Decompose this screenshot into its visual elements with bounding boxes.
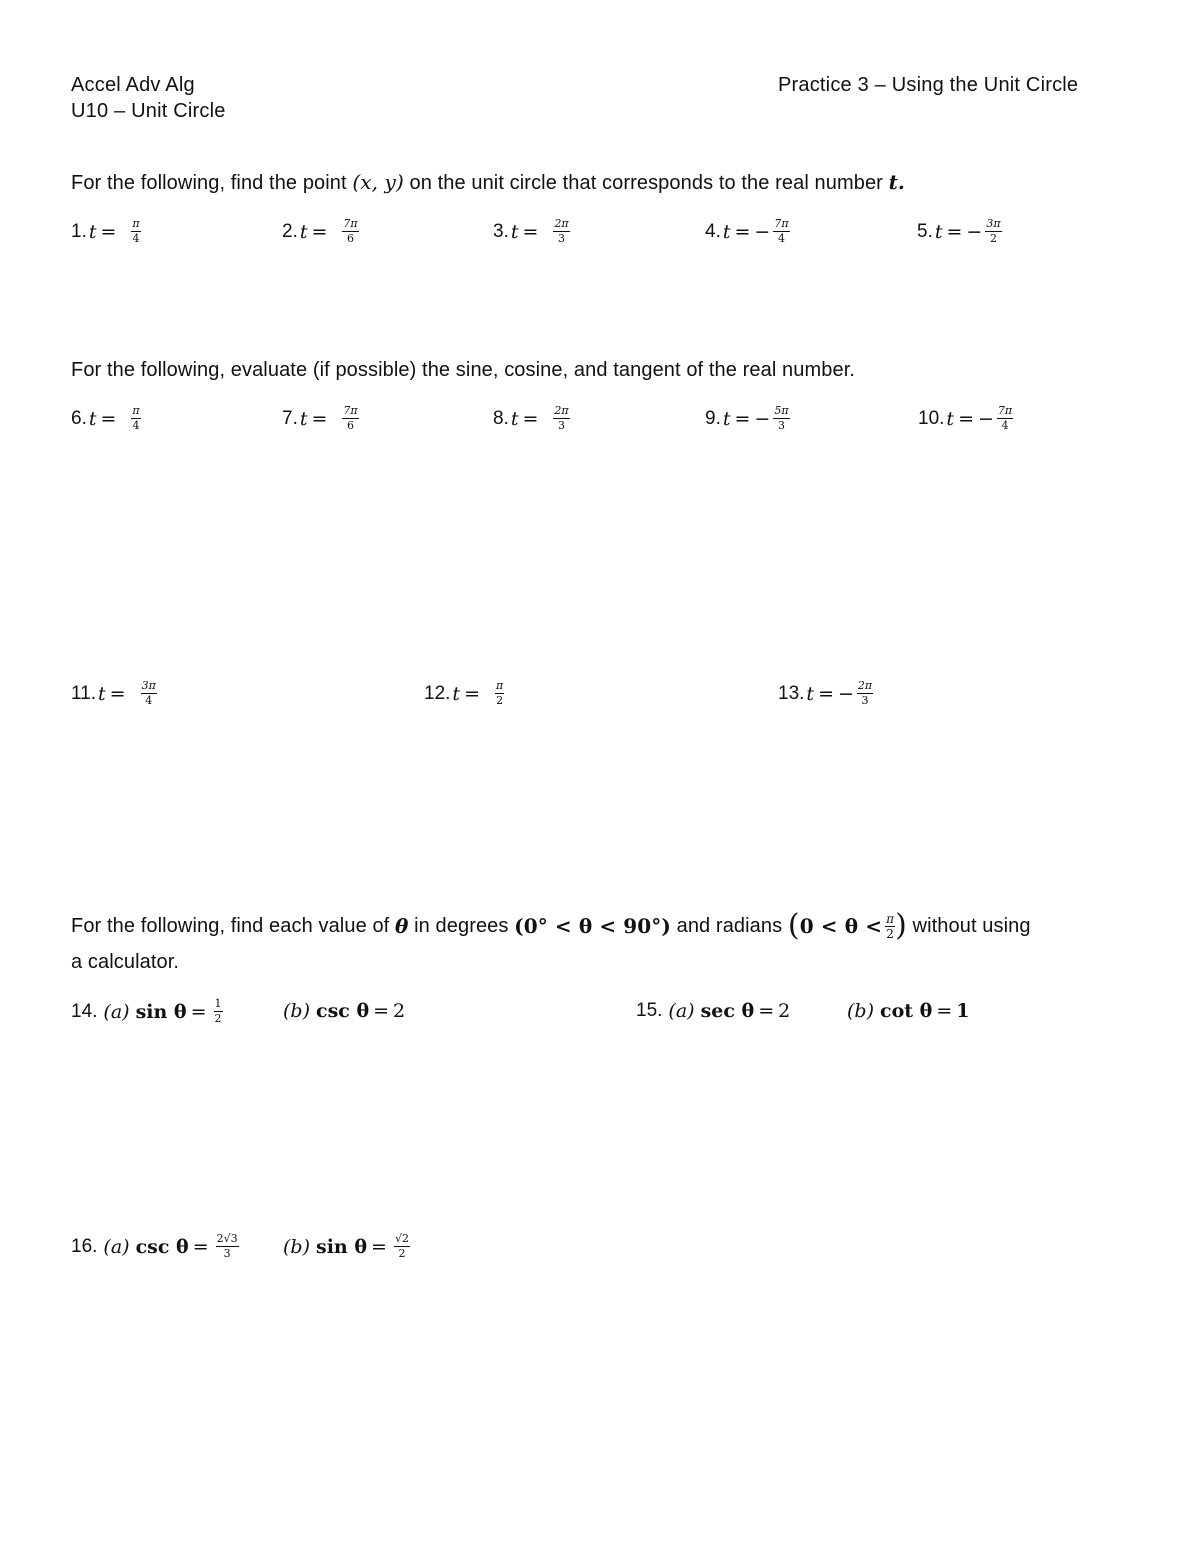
instruction-text: on the unit circle that corresponds to the real number [403, 172, 889, 194]
trig-expression: cot θ [880, 1000, 933, 1022]
problem-11: 11. t = $\frac{3\pi}{4}$ [71, 679, 156, 707]
radian-range: 0 < θ < [799, 914, 883, 938]
problem-number: 14. [71, 1000, 98, 1022]
problem-16b: (b) sin θ = $\frac{√2}{2}$ [283, 1232, 409, 1260]
problem-number: 9. [705, 407, 721, 429]
trig-expression: csc θ [316, 1000, 370, 1022]
problem-15a: 15. (a) sec θ = 2 [636, 1000, 791, 1022]
problem-number: 6. [71, 407, 87, 429]
problem-number: 16. [71, 1235, 98, 1257]
trig-expression: csc θ [135, 1235, 189, 1258]
fraction: $\frac{2√3}{3}$ [216, 1232, 238, 1260]
problem-number: 13. [778, 682, 805, 704]
problem-16a: 16. (a) csc θ = $\frac{2√3}{3}$ [71, 1232, 238, 1260]
problem-number: 11. [71, 682, 97, 704]
sign: − [754, 220, 771, 243]
problem-14b: (b) csc θ = 2 [283, 1000, 406, 1022]
problem-10: 10. t = − $\frac{7\pi}{4}$ [918, 404, 1013, 432]
problem-number: 15. [636, 1000, 663, 1021]
problem-number: 1. [71, 220, 87, 242]
sign: − [977, 407, 994, 430]
fraction: $\frac{\pi}{2}$ [886, 911, 895, 941]
sign: − [837, 682, 854, 705]
instruction-text: in degrees [408, 915, 515, 937]
fraction: $\frac{3\pi}{2}$ [986, 217, 1001, 245]
fraction: $\frac{3\pi}{4}$ [141, 679, 156, 707]
degree-range: (0° < θ < 90°) [514, 914, 671, 938]
problem-2: 2. t = $\frac{7\pi}{6}$ [282, 217, 358, 245]
fraction: $\frac{2\pi}{3}$ [857, 679, 873, 707]
problem-number: 5. [917, 220, 933, 242]
instruction-text: For the following, find each value of [71, 915, 395, 937]
point-notation: (x, y) [352, 170, 404, 194]
instruction-text: For the following, find the point [71, 172, 353, 194]
problem-number: 12. [424, 682, 451, 704]
part-label: (b) [283, 1000, 310, 1022]
section2-instruction: For the following, evaluate (if possible) the sine, cosine, and tangent of the real number. [71, 359, 856, 381]
problem-number: 4. [705, 220, 721, 242]
problem-15b: (b) cot θ = 1 [847, 1000, 970, 1022]
problem-7: 7. t = $\frac{7\pi}{6}$ [282, 404, 358, 432]
sign: − [754, 407, 771, 430]
sign: − [966, 220, 983, 243]
unit-name: U10 – Unit Circle [71, 100, 226, 122]
problem-6: 6. t = $\frac{\pi}{4}$ [71, 404, 140, 432]
fraction: $\frac{\pi}{2}$ [495, 679, 504, 707]
problem-number: 10. [918, 407, 945, 429]
part-label: (a) [668, 1000, 695, 1022]
problem-12: 12. t = $\frac{\pi}{2}$ [424, 679, 504, 707]
trig-expression: sin θ [135, 1000, 187, 1023]
fraction: $\frac{2\pi}{3}$ [554, 217, 569, 245]
fraction: $\frac{1}{2}$ [214, 997, 222, 1025]
problem-4: 4. t = − $\frac{7\pi}{4}$ [705, 217, 789, 245]
instruction-text: without using [906, 915, 1031, 937]
fraction: $\frac{\pi}{4}$ [132, 217, 140, 245]
problem-3: 3. t = $\frac{2\pi}{3}$ [493, 217, 569, 245]
variable-t: t. [888, 170, 905, 194]
part-label: (b) [847, 1000, 874, 1022]
value: 1 [956, 1000, 970, 1022]
part-label: (b) [283, 1235, 310, 1258]
problem-1: 1. t = $\frac{\pi}{4}$ [71, 217, 140, 245]
trig-expression: sec θ [700, 1000, 755, 1022]
fraction: $\frac{7\pi}{4}$ [997, 404, 1013, 432]
trig-expression: sin θ [316, 1235, 368, 1258]
problem-9: 9. t = − $\frac{5\pi}{3}$ [705, 404, 789, 432]
problem-number: 2. [282, 220, 298, 242]
fraction: $\frac{\pi}{4}$ [132, 404, 140, 432]
problem-13: 13. t = − $\frac{2\pi}{3}$ [778, 679, 873, 707]
instruction-text: and radians [670, 915, 788, 937]
worksheet-title: Practice 3 – Using the Unit Circle [778, 74, 1079, 96]
fraction: $\frac{√2}{2}$ [394, 1232, 409, 1260]
value: 2 [393, 1000, 406, 1022]
problem-number: 3. [493, 220, 509, 242]
section1-instruction [71, 168, 905, 197]
problem-14a: 14. (a) sin θ = $\frac{1}{2}$ [71, 997, 222, 1025]
problem-number: 8. [493, 407, 509, 429]
fraction: $\frac{5\pi}{3}$ [774, 404, 789, 432]
part-label: (a) [103, 1235, 130, 1258]
theta-symbol: θ [395, 914, 409, 938]
fraction: $\frac{7\pi}{4}$ [774, 217, 789, 245]
section3-instruction: For the following, find each value of θ in degrees (0° < θ < 90°) and radians ( 0 < θ < $\frac{\pi}{2}$ ) without using [71, 908, 1031, 943]
section3-instruction-cont: a calculator. [71, 951, 180, 973]
value: 2 [778, 1000, 791, 1022]
fraction: $\frac{2\pi}{3}$ [554, 404, 569, 432]
problem-number: 7. [282, 407, 298, 429]
course-name: Accel Adv Alg [71, 74, 195, 96]
fraction: $\frac{7\pi}{6}$ [343, 217, 358, 245]
problem-8: 8. t = $\frac{2\pi}{3}$ [493, 404, 569, 432]
problem-5: 5. t = − $\frac{3\pi}{2}$ [917, 217, 1001, 245]
part-label: (a) [103, 1000, 130, 1023]
fraction: $\frac{7\pi}{6}$ [343, 404, 358, 432]
